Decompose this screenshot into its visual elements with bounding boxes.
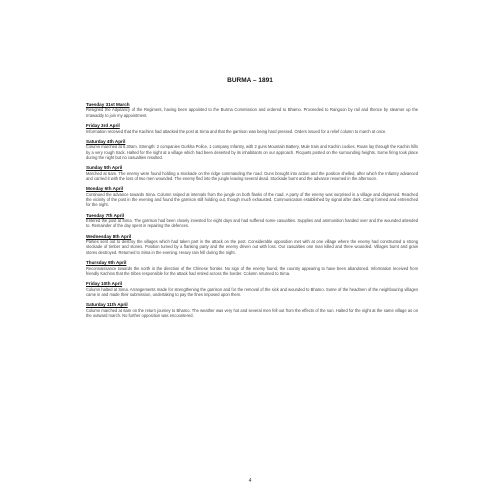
entry-date: Saturday 4th April bbox=[86, 138, 126, 144]
entry-date: Tuesday 7th April bbox=[86, 212, 125, 218]
entry-text: Information received that the Kachins had attacked the post at Sima and that the garrison was being hard pressed. Orders issued for a relief column to march at once. bbox=[86, 128, 387, 134]
diary-entry bbox=[86, 165, 418, 181]
entry-date: Sunday 5th April bbox=[86, 165, 123, 171]
page-number: 4 bbox=[248, 478, 252, 484]
entry-date: Friday 3rd April bbox=[86, 123, 120, 129]
entry-text: Continued the advance towards Sima. Column sniped at intervals from the jungle on both flanks of the road. A party of the enemy was surprised in a village and dispersed. Reached the vicinity of the post in the evening and found the garrison still holding out, though much exhausted. Communication established by signal after dark. Camp formed and entrenched for the night. bbox=[86, 191, 418, 208]
entry-date: Friday 10th April bbox=[86, 281, 123, 287]
entry-text: Column marched at 6.30am. Strength: 2 companies Gurkha Police, 1 company Infantry, with 2 guns Mountain Battery, Mule train and Kachin coolies. Route lay through the Kachin hills by a very rough track. Halted for the night at a village which had been deserted by its inhabitants on our approach. Picquets posted on the surrounding heights. Some firing took place during the night but no casualties resulted. bbox=[86, 144, 418, 160]
diary-entry bbox=[86, 139, 418, 160]
diary-entry bbox=[86, 123, 418, 134]
diary-entry bbox=[86, 234, 418, 255]
diary-entry bbox=[86, 260, 418, 276]
entry-date: Wednesday 8th April bbox=[86, 233, 132, 239]
entry-date: Saturday 11th April bbox=[86, 302, 128, 308]
entry-text: Resigned the Adjutancy of the Regiment, having been appointed to the Burma Commission and ordered to Bhamo. Proceeded to Rangoon by rail and thence by steamer up the Irrawaddy to join my appointment. bbox=[86, 107, 418, 118]
entry-date: Tuesday 31st March bbox=[86, 102, 130, 107]
page-title: BURMA – 1891 bbox=[227, 77, 273, 84]
diary-entry bbox=[86, 102, 418, 118]
entry-text: Marched at 6am. The enemy were found holding a stockade on the ridge commanding the road. Guns brought into action and the position shelled, after which the Infantry advanced and carried it with the loss of two men wounded. The enemy fled into the jungle leaving several dead. Stockade burnt and the advance resumed in the afternoon. bbox=[86, 170, 418, 181]
entry-text: Column marched at 6am on the return journey to Bhamo. The weather was very hot and several men fell out from the effects of the sun. Halted for the night at the same village as on the outward march. No further opposition was encountered. bbox=[86, 307, 418, 318]
diary-content bbox=[86, 102, 418, 323]
diary-entry bbox=[86, 281, 418, 297]
entry-date: Monday 6th April bbox=[86, 186, 124, 192]
diary-entry bbox=[86, 213, 418, 229]
entry-text: Entered the post at Sima. The garrison had been closely invested for eight days and had suffered some casualties. Supplies and ammunition handed over and the wounded attended to. Remainder of the day spent in repairing the defences. bbox=[86, 218, 418, 229]
diary-entry bbox=[86, 302, 418, 318]
entry-text: Reconnaissance towards the north in the direction of the Chinese frontier. No sign of the enemy found, the country appearing to have been abandoned. Information received from friendly Kachins that the tribes responsible for the attack had retired across the border. Column returned to Sima. bbox=[86, 265, 418, 276]
entry-date: Thursday 9th April bbox=[86, 260, 127, 266]
entry-text: Column halted at Sima. Arrangements made for strengthening the garrison and for the removal of the sick and wounded to Bhamo. Some of the headmen of the neighbouring villages came in and made their submission, undertaking to pay the fines imposed upon them. bbox=[86, 286, 418, 297]
entry-text: Parties sent out to destroy the villages which had taken part in the attack on the post. Considerable opposition met with at one village where the enemy had constructed a strong stockade of timber and stones. Position turned by a flanking party and the enemy driven out with loss. Our casualties one man killed and three wounded. Villages burnt and grain stores destroyed. Returned to Sima in the evening. Heavy rain fell during the night. bbox=[86, 239, 418, 255]
diary-entry bbox=[86, 186, 418, 207]
